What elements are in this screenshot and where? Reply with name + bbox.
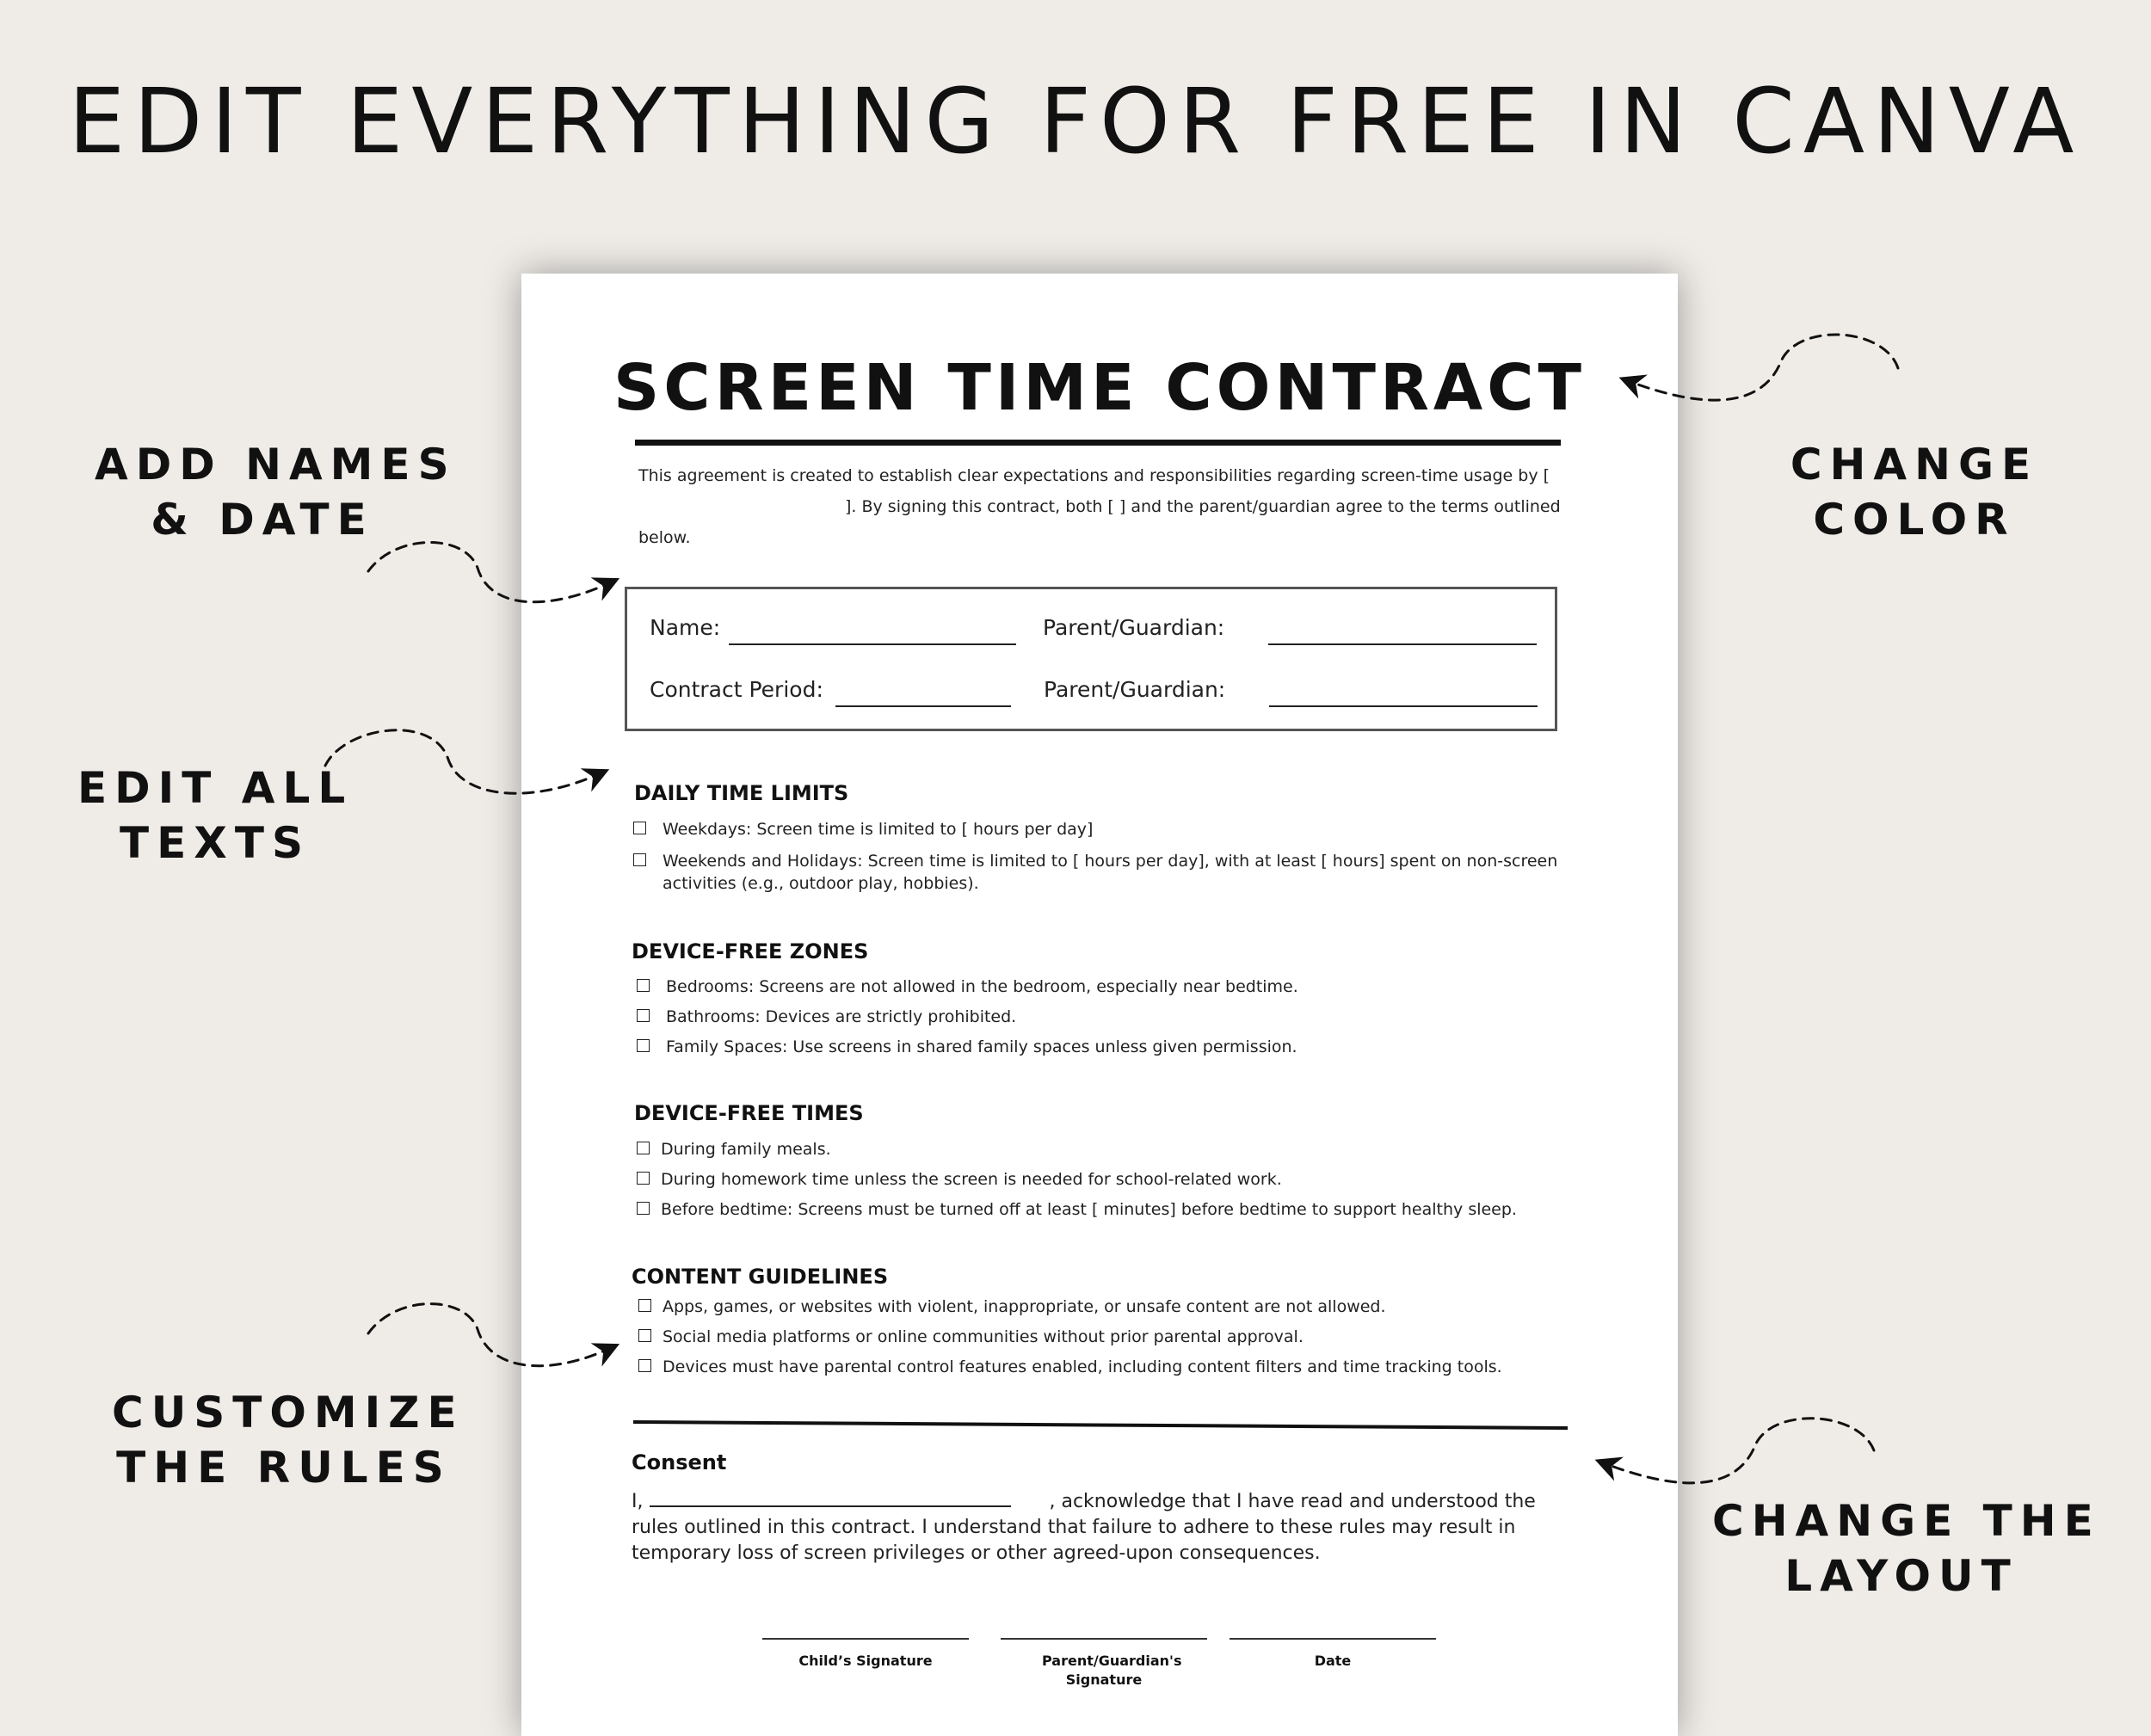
list-item-text: Social media platforms or online communities without prior parental approval. bbox=[663, 1327, 1304, 1346]
consent-body: , acknowledge that I have read and understood the rules outlined in this contract. I understand that failure to adhere to these rules may result in temporary loss of screen privileges or other agreed-upon consequences. bbox=[632, 1491, 1536, 1564]
checkbox[interactable] bbox=[633, 853, 646, 866]
list-item-text: Weekdays: Screen time is limited to [ hours per day] bbox=[663, 820, 1094, 839]
consent-paragraph bbox=[632, 1488, 1561, 1567]
content-guidelines-title: CONTENT GUIDELINES bbox=[632, 1265, 889, 1289]
details-box bbox=[625, 587, 1557, 731]
checkbox[interactable] bbox=[637, 979, 650, 992]
callout-edit-texts-line2: TEXTS bbox=[120, 818, 311, 868]
intro-paragraph bbox=[638, 460, 1576, 553]
parent-signature-line[interactable] bbox=[1001, 1638, 1207, 1640]
parent-signature-block bbox=[1001, 1638, 1207, 1690]
contract-page bbox=[521, 274, 1678, 1736]
parent-signature-label: Parent/Guardian's Signature bbox=[1042, 1653, 1182, 1688]
parent-guardian-label-2: Parent/Guardian: bbox=[1044, 677, 1226, 702]
banner-title: EDIT EVERYTHING FOR FREE IN CANVA bbox=[68, 69, 2083, 174]
callout-customize-line1: CUSTOMIZE bbox=[112, 1388, 465, 1437]
checkbox[interactable] bbox=[638, 1359, 651, 1372]
callout-customize-line2: THE RULES bbox=[116, 1443, 452, 1493]
list-item bbox=[637, 1198, 1575, 1221]
callout-add-names-line2: & DATE bbox=[151, 495, 374, 545]
callout-customize-rules bbox=[112, 1385, 465, 1495]
list-item bbox=[637, 1138, 1575, 1160]
checkbox[interactable] bbox=[637, 1009, 650, 1022]
parent-guardian-label-1: Parent/Guardian: bbox=[1043, 615, 1225, 640]
checkbox[interactable] bbox=[637, 1172, 650, 1185]
list-item bbox=[637, 1006, 1575, 1028]
list-item bbox=[638, 1296, 1576, 1318]
checkbox[interactable] bbox=[637, 1039, 650, 1052]
date-block bbox=[1230, 1638, 1436, 1671]
list-item bbox=[633, 818, 1571, 840]
list-item bbox=[638, 1326, 1576, 1348]
callout-add-names-line1: ADD NAMES bbox=[95, 440, 457, 489]
parent-guardian-field-1[interactable] bbox=[1268, 643, 1537, 645]
list-item-text: During homework time unless the screen is needed for school-related work. bbox=[661, 1170, 1282, 1189]
callout-change-layout-line2: LAYOUT bbox=[1784, 1551, 2018, 1601]
section-divider bbox=[521, 1418, 1678, 1435]
parent-guardian-field-2[interactable] bbox=[1269, 705, 1538, 707]
name-label: Name: bbox=[650, 615, 721, 640]
callout-change-color-line2: COLOR bbox=[1813, 495, 2016, 545]
callout-change-color-line1: CHANGE bbox=[1790, 440, 2039, 489]
list-item bbox=[638, 1356, 1576, 1378]
list-item-text: During family meals. bbox=[661, 1140, 831, 1159]
checkbox[interactable] bbox=[638, 1329, 651, 1342]
daily-limits-title: DAILY TIME LIMITS bbox=[634, 781, 849, 805]
child-signature-label: Child’s Signature bbox=[798, 1653, 933, 1669]
list-item-text: Bedrooms: Screens are not allowed in the bedroom, especially near bedtime. bbox=[666, 977, 1298, 996]
callout-edit-texts bbox=[77, 760, 353, 871]
device-free-times-title: DEVICE-FREE TIMES bbox=[634, 1101, 864, 1125]
callout-edit-texts-line1: EDIT ALL bbox=[77, 763, 354, 813]
checkbox[interactable] bbox=[637, 1202, 650, 1215]
list-item-text: Apps, games, or websites with violent, inappropriate, or unsafe content are not allowed. bbox=[663, 1297, 1386, 1316]
list-item bbox=[637, 1036, 1575, 1058]
list-item bbox=[633, 850, 1571, 895]
list-item-text: Family Spaces: Use screens in shared family spaces unless given permission. bbox=[666, 1037, 1297, 1056]
list-item bbox=[637, 976, 1575, 998]
callout-add-names bbox=[95, 437, 457, 547]
contract-title: SCREEN TIME CONTRACT bbox=[613, 351, 1586, 425]
callout-change-layout-line1: CHANGE THE bbox=[1712, 1496, 2101, 1546]
consent-title: Consent bbox=[632, 1450, 727, 1474]
date-label: Date bbox=[1314, 1653, 1352, 1669]
date-line[interactable] bbox=[1230, 1638, 1436, 1640]
checkbox[interactable] bbox=[638, 1299, 651, 1312]
consent-name-field[interactable] bbox=[650, 1488, 1011, 1507]
contract-period-label: Contract Period: bbox=[650, 677, 823, 702]
checkbox[interactable] bbox=[637, 1142, 650, 1154]
list-item bbox=[637, 1168, 1575, 1191]
list-item-text: Weekends and Holidays: Screen time is limited to [ hours per day], with at least [ hours] spent on non-screen activities (e.g., outdoor play, hobbies). bbox=[663, 852, 1558, 893]
callout-change-layout bbox=[1712, 1493, 2101, 1604]
child-signature-block bbox=[762, 1638, 969, 1671]
contract-period-field[interactable] bbox=[835, 705, 1011, 707]
list-item-text: Bathrooms: Devices are strictly prohibited. bbox=[666, 1007, 1017, 1026]
list-item-text: Before bedtime: Screens must be turned off at least [ minutes] before bedtime to support healthy sleep. bbox=[661, 1200, 1517, 1219]
list-item-text: Devices must have parental control features enabled, including content filters and time tracking tools. bbox=[663, 1357, 1502, 1376]
name-field[interactable] bbox=[729, 643, 1016, 645]
consent-prefix: I, bbox=[632, 1491, 644, 1512]
intro-part2: ]. By signing this contract, both [ ] and the parent/guardian agree to the terms outlined below. bbox=[638, 497, 1561, 547]
child-signature-line[interactable] bbox=[762, 1638, 969, 1640]
callout-change-color bbox=[1772, 437, 2056, 547]
title-underline bbox=[635, 440, 1561, 446]
intro-part1: This agreement is created to establish clear expectations and responsibilities regarding screen-time usage by [ bbox=[638, 466, 1550, 485]
device-free-zones-title: DEVICE-FREE ZONES bbox=[632, 939, 869, 963]
checkbox[interactable] bbox=[633, 822, 646, 834]
